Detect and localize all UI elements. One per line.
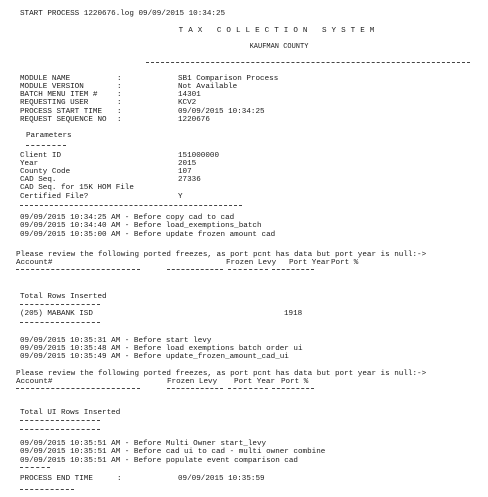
log-entry: 09/09/2015 10:35:51 AM - Before cad ui to cad - multi owner combine <box>20 448 326 456</box>
freeze-col-pct: Port % <box>281 378 309 386</box>
total-rows-heading: Total Rows Inserted <box>20 293 107 301</box>
freeze-col-rule <box>167 388 223 389</box>
system-title: TAX COLLECTION SYSTEM <box>178 27 380 35</box>
module-name-value: SB1 Comparison Process <box>178 75 279 83</box>
requesting-user-sep: : <box>117 99 122 107</box>
freeze-notice: Please review the following ported freezes, as port pcnt has data but port year is null:-> <box>16 251 427 259</box>
param-label: CAD Seq. <box>20 176 57 184</box>
end-time-value: 09/09/2015 10:35:59 <box>178 475 265 483</box>
freeze-notice: Please review the following ported freezes, as port pcnt has data but port year is null:-> <box>16 370 427 378</box>
start-time-value: 09/09/2015 10:34:25 <box>178 108 265 116</box>
total-rows-rule <box>20 304 100 305</box>
batch-menu-value: 14301 <box>178 91 201 99</box>
freeze-col-rule <box>16 269 140 270</box>
end-underline <box>20 489 74 490</box>
freeze-col-account: Account# <box>16 378 53 386</box>
freeze-col-rule <box>16 388 140 389</box>
freeze-col-levy: Frozen Levy <box>226 259 277 267</box>
log-entry: 09/09/2015 10:34:25 AM - Before copy cad to cad <box>20 214 235 222</box>
total-rows-count: 1918 <box>284 310 303 318</box>
start-time-sep: : <box>117 108 122 116</box>
param-value: 151000000 <box>178 152 220 160</box>
request-seq-value: 1220676 <box>178 116 210 124</box>
freeze-col-rule <box>167 269 223 270</box>
log-entry: 09/09/2015 10:35:00 AM - Before update frozen amount cad <box>20 231 276 239</box>
end-divider <box>20 467 50 468</box>
log-entry: 09/09/2015 10:35:49 AM - Before update_frozen_amount_cad_ui <box>20 353 289 361</box>
module-version-value: Not Available <box>178 83 238 91</box>
log-entry: 09/09/2015 10:35:31 AM - Before start levy <box>20 337 212 345</box>
param-label: Year <box>20 160 39 168</box>
county-name: KAUFMAN COUNTY <box>249 43 309 51</box>
log-entry: 09/09/2015 10:35:51 AM - Before populate event comparison cad <box>20 457 298 465</box>
module-version-label: MODULE VERSION <box>20 83 84 91</box>
header-divider <box>146 62 470 63</box>
param-value: 27336 <box>178 176 201 184</box>
total-rows-rule-bottom <box>20 322 100 323</box>
log-entry: 09/09/2015 10:35:51 AM - Before Multi Owner start_levy <box>20 440 267 448</box>
freeze-col-rule <box>228 388 268 389</box>
parameters-heading: Parameters <box>26 132 72 140</box>
total-ui-heading: Total UI Rows Inserted <box>20 409 121 417</box>
end-time-label: PROCESS END TIME <box>20 475 93 483</box>
batch-menu-label: BATCH MENU ITEM # <box>20 91 98 99</box>
param-value: Y <box>178 193 183 201</box>
param-value: 107 <box>178 168 192 176</box>
freeze-col-rule <box>272 269 314 270</box>
freeze-col-rule <box>272 388 314 389</box>
parameters-underline <box>26 145 66 146</box>
freeze-col-year: Port Year <box>289 259 331 267</box>
requesting-user-label: REQUESTING USER <box>20 99 89 107</box>
start-time-label: PROCESS START TIME <box>20 108 103 116</box>
request-seq-label: REQUEST SEQUENCE NO <box>20 116 107 124</box>
module-name-sep: : <box>117 75 122 83</box>
param-label: Certified File? <box>20 193 89 201</box>
batch-menu-sep: : <box>117 91 122 99</box>
param-label: CAD Seq. for 15K HOM File <box>20 184 134 192</box>
freeze-col-account: Account# <box>16 259 53 267</box>
param-value: 2015 <box>178 160 197 168</box>
freeze-col-year: Port Year <box>234 378 276 386</box>
log-entry: 09/09/2015 10:35:48 AM - Before load exemptions batch order ui <box>20 345 303 353</box>
total-rows-entity: (205) MABANK ISD <box>20 310 93 318</box>
process-header-line: START PROCESS 1220676.log 09/09/2015 10:34:25 <box>20 10 226 18</box>
freeze-col-rule <box>228 269 268 270</box>
freeze-col-levy: Frozen Levy <box>167 378 218 386</box>
end-time-sep: : <box>117 475 122 483</box>
freeze-col-pct: Port % <box>331 259 359 267</box>
module-version-sep: : <box>117 83 122 91</box>
param-label: County Code <box>20 168 71 176</box>
param-label: Client ID <box>20 152 62 160</box>
requesting-user-value: KCV2 <box>178 99 197 107</box>
module-name-label: MODULE NAME <box>20 75 71 83</box>
request-seq-sep: : <box>117 116 122 124</box>
total-ui-rule-bottom <box>20 429 100 430</box>
log-entry: 09/09/2015 10:34:40 AM - Before load_exemptions_batch <box>20 222 262 230</box>
parameters-divider <box>20 205 242 206</box>
total-ui-rule <box>20 420 100 421</box>
